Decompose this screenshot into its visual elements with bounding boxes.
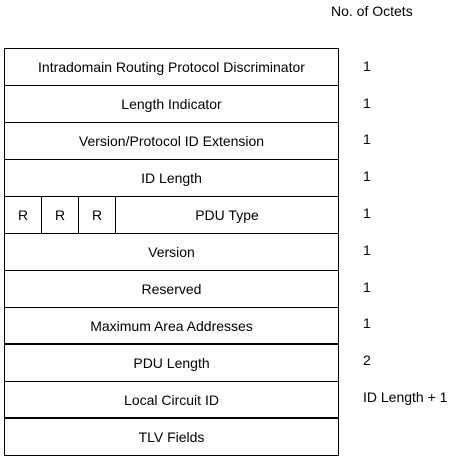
field-row-pdu-type [4, 197, 339, 234]
octets-column-header: No. of Octets [331, 3, 413, 19]
field-label: TLV Fields [138, 429, 205, 445]
field-row-version [4, 234, 339, 271]
pdu-header-diagram [4, 48, 339, 456]
field-row-length-indicator [4, 86, 339, 123]
octet-count: ID Length + 1 [363, 389, 448, 405]
field-label: Length Indicator [121, 96, 222, 112]
field-label: Reserved [141, 281, 202, 297]
field-label: Local Circuit ID [124, 391, 219, 408]
field-row-max-area-addresses [4, 308, 339, 345]
octet-count: 1 [363, 58, 371, 74]
field-label: ID Length [141, 170, 202, 186]
octet-count: 1 [363, 168, 371, 184]
field-label: Maximum Area Addresses [90, 317, 253, 334]
field-row-version-protocol-id [4, 123, 339, 160]
reserved-bit: R [5, 197, 42, 233]
octet-count: 1 [363, 95, 371, 111]
octet-count: 2 [363, 352, 371, 368]
reserved-bit: R [79, 197, 116, 233]
field-row-local-circuit-id [4, 382, 339, 419]
octet-count: 1 [363, 315, 371, 331]
octet-count: 1 [363, 131, 371, 147]
octet-count: 1 [363, 242, 371, 258]
reserved-bit: R [42, 197, 79, 233]
field-row-pdu-length [4, 345, 339, 382]
field-row-tlv-fields [4, 419, 339, 456]
field-row-discriminator [4, 49, 339, 86]
field-row-reserved [4, 271, 339, 308]
field-label: PDU Length [133, 355, 210, 371]
octet-count: 1 [363, 279, 371, 295]
field-label: Version/Protocol ID Extension [78, 133, 265, 149]
field-row-id-length [4, 160, 339, 197]
octet-count: 1 [363, 205, 371, 221]
field-label: Intradomain Routing Protocol Discriminator [38, 59, 305, 75]
field-label: PDU Type [195, 207, 259, 223]
field-label: Version [148, 244, 195, 260]
